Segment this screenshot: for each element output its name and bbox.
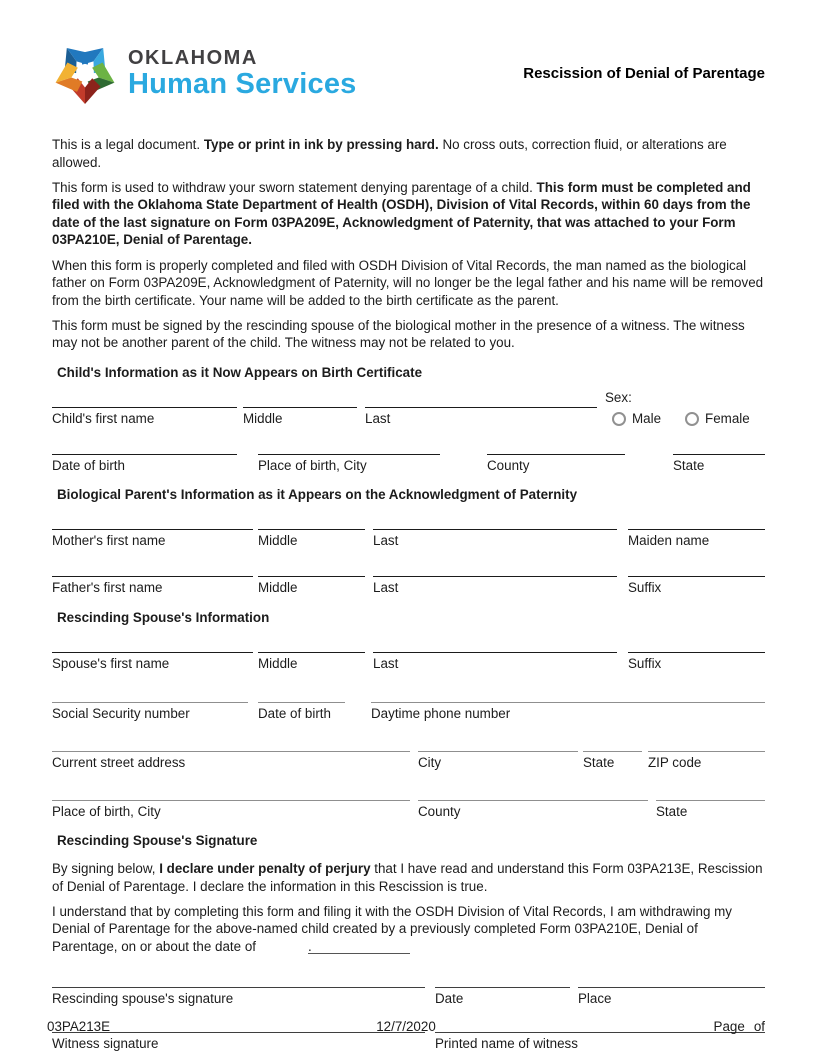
footer-page-indicator: Page of — [713, 1019, 765, 1034]
brand-line-oklahoma: OKLAHOMA — [128, 46, 258, 69]
field-mother-middle: Middle — [258, 529, 365, 548]
field-daytime-phone: Daytime phone number — [371, 702, 765, 721]
withdrawal-paragraph: I understand that by completing this form and filing it with the OSDH Division of Vital Records, I am withdrawing my Denial of Parentage for the above-named child created by a previously completed Form 03PA210E, Denial of Parentage, on or about the date of . — [52, 903, 732, 954]
signature-statements — [52, 860, 765, 955]
spouse-ssn-row — [52, 702, 765, 721]
field-spouse-county: County — [418, 800, 648, 819]
section-heading-spouse-info: Rescinding Spouse's Information — [57, 610, 270, 626]
sex-group — [605, 390, 765, 426]
spouse-address-row — [52, 751, 765, 770]
field-child-county: County — [487, 454, 625, 473]
intro-paragraph-4: This form must be signed by the rescinding spouse of the biological mother in the presence of a witness. The witness may not be another parent of the child. The witness may not be related to you. — [52, 317, 745, 351]
intro-paragraph-1: This is a legal document. Type or print in ink by pressing hard. No cross outs, correction fluid, or alterations are allowed. — [52, 137, 727, 170]
mother-row — [52, 529, 765, 548]
field-signature-place: Place — [578, 987, 765, 1006]
father-row — [52, 576, 765, 595]
field-witness-printed-name: Printed name of witness — [435, 1032, 765, 1051]
spouse-name-row — [52, 652, 765, 671]
field-father-first: Father's first name — [52, 576, 253, 595]
child-name-row — [52, 390, 765, 426]
field-mother-first: Mother's first name — [52, 529, 253, 548]
field-street-address: Current street address — [52, 751, 410, 770]
child-birth-row — [52, 454, 765, 473]
field-ssn: Social Security number — [52, 702, 248, 721]
denial-date-line[interactable]: . — [308, 940, 410, 954]
page-title: Rescission of Denial of Parentage — [523, 64, 765, 82]
sex-male-option[interactable]: Male — [612, 411, 661, 426]
spouse-pob-row — [52, 800, 765, 819]
field-child-state: State — [673, 454, 765, 473]
field-spouse-first: Spouse's first name — [52, 652, 253, 671]
intro-paragraph-3: When this form is properly completed and filed with OSDH Division of Vital Records, the man named as the biological father on Form 03PA209E, Acknowledgment of Paternity, will no longer be the legal father and his name will be removed from the birth certificate. Your name will be added to the birth certificate as the parent. — [52, 257, 764, 308]
section-heading-child-info: Child's Information as it Now Appears on Birth Certificate — [57, 365, 423, 381]
section-heading-spouse-signature: Rescinding Spouse's Signature — [57, 833, 258, 849]
field-address-state: State — [583, 751, 642, 770]
intro-text — [52, 136, 765, 352]
field-spouse-last: Last — [373, 652, 617, 671]
spouse-signature-row — [52, 987, 765, 1006]
field-child-last: Last — [365, 407, 597, 426]
sex-female-radio[interactable] — [685, 412, 699, 426]
field-address-city: City — [418, 751, 578, 770]
field-signature-date: Date — [435, 987, 570, 1006]
field-spouse-middle: Middle — [258, 652, 365, 671]
field-child-middle: Middle — [243, 407, 357, 426]
page-footer — [47, 1019, 765, 1034]
field-spouse-signature: Rescinding spouse's signature — [52, 987, 425, 1006]
field-father-last: Last — [373, 576, 617, 595]
witness-row — [52, 1032, 765, 1051]
perjury-paragraph: By signing below, I declare under penalty of perjury that I have read and understand this Form 03PA213E, Rescission of Denial of Parentage. I declare the information in this Rescission is true. — [52, 861, 763, 894]
header — [52, 36, 765, 110]
field-zip-code: ZIP code — [648, 751, 765, 770]
field-witness-signature: Witness signature — [52, 1032, 425, 1051]
sex-male-radio[interactable] — [612, 412, 626, 426]
field-child-dob: Date of birth — [52, 454, 237, 473]
field-maiden-name: Maiden name — [628, 529, 765, 548]
agency-name — [128, 48, 356, 99]
field-mother-last: Last — [373, 529, 617, 548]
oklahoma-star-logo-icon — [52, 38, 118, 109]
sex-label: Sex: — [605, 390, 632, 406]
footer-form-number: 03PA213E — [47, 1019, 111, 1034]
field-childs-first-name: Child's first name — [52, 407, 237, 426]
field-spouse-suffix: Suffix — [628, 652, 765, 671]
sex-female-option[interactable]: Female — [685, 411, 750, 426]
section-heading-parent-info: Biological Parent's Information as it Appears on the Acknowledgment of Paternity — [57, 487, 578, 503]
field-spouse-dob: Date of birth — [258, 702, 345, 721]
field-child-pob-city: Place of birth, City — [258, 454, 440, 473]
sex-options — [605, 411, 765, 426]
field-spouse-pob-state: State — [656, 800, 765, 819]
field-father-suffix: Suffix — [628, 576, 765, 595]
footer-date: 12/7/2020 — [376, 1019, 436, 1034]
field-father-middle: Middle — [258, 576, 365, 595]
brand-line-human-services: Human Services — [128, 67, 357, 100]
field-spouse-pob-city: Place of birth, City — [52, 800, 410, 819]
agency-logo — [52, 38, 356, 109]
intro-paragraph-2: This form is used to withdraw your sworn statement denying parentage of a child. This form must be completed and filed with the Oklahoma State Department of Health (OSDH), Division of Vital Records, within 60 days from the date of the last signature on Form 03PA209E, Acknowledgment of Paternity, that was attached to your Form 03PA210E, Denial of Parentage. — [52, 179, 751, 248]
